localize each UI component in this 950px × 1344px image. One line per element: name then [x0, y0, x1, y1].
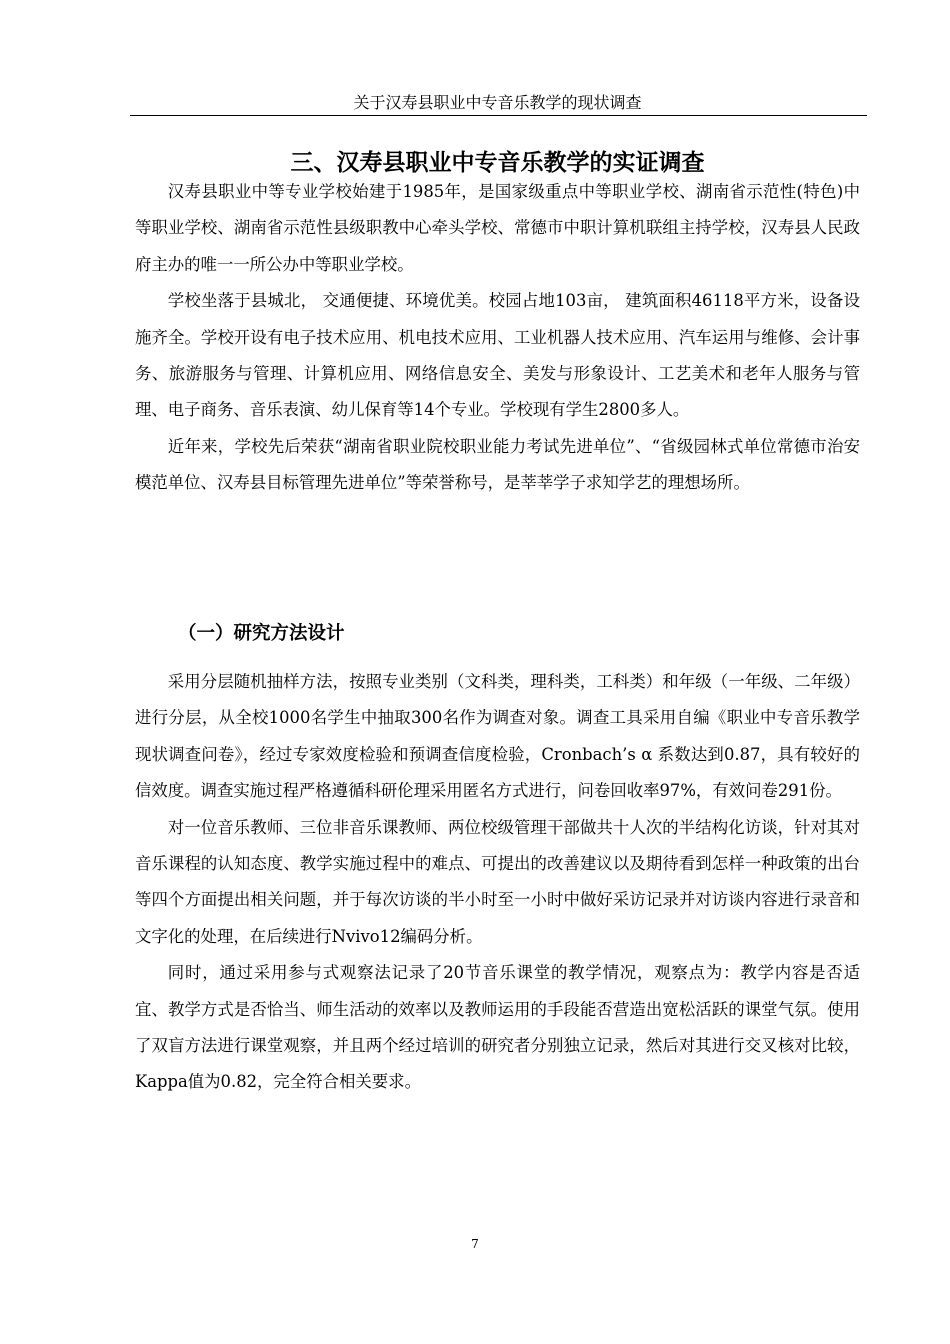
methods-text-block: [135, 664, 860, 1101]
subsection-title: （一）研究方法设计: [178, 623, 345, 644]
header-divider: [130, 115, 867, 116]
page-number: 7: [471, 1237, 479, 1251]
intro-paragraph-honors: 近年来，学校先后荣获“湖南省职业院校职业能力考试先进单位”、“省级园林式单位常德市治安模范单位、汉寿县目标管理先进单位”等荣誉称号，是莘莘学子求知学艺的理想场所。: [135, 436, 860, 493]
methods-paragraph-interviews: 对一位音乐教师、三位非音乐课教师、两位校级管理干部做共十人次的半结构化访谈，针对其对音乐课程的认知态度、教学实施过程中的难点、可提出的改善建议以及期待看到怎样一种政策的出台等四个方面提出相关问题，并于每次访谈的半小时至一小时中做好采访记录并对访谈内容进行录音和文字化的处理，在后续进行Nvivo12编码分析。: [135, 817, 860, 946]
intro-text-block: [135, 174, 860, 502]
section-title: 三、汉寿县职业中专音乐教学的实证调查: [290, 150, 705, 176]
running-header: 关于汉寿县职业中专音乐教学的现状调查: [353, 93, 642, 112]
intro-paragraph-campus: 学校坐落于县城北， 交通便捷、环境优美。校园占地103亩， 建筑面积46118平方米，设备设施齐全。学校开设有电子技术应用、机电技术应用、工业机器人技术应用、汽车运用与维修、会计事务、旅游服务与管理、计算机应用、网络信息安全、美发与形象设计、工艺美术和老年人服务与管理、电子商务、音乐表演、幼儿保育等14个专业。学校现有学生2800多人。: [135, 291, 860, 420]
intro-paragraph-founding: 汉寿县职业中等专业学校始建于1985年，是国家级重点中等职业学校、湖南省示范性(特色)中等职业学校、湖南省示范性县级职教中心牵头学校、常德市中职计算机联组主持学校，汉寿县人民政府主办的唯一一所公办中等职业学校。: [135, 182, 860, 274]
methods-paragraph-observation: 同时，通过采用参与式观察法记录了20节音乐课堂的教学情况，观察点为：教学内容是否适宜、教学方式是否恰当、师生活动的效率以及教师运用的手段能否营造出宽松活跃的课堂气氛。使用了双盲方法进行课堂观察，并且两个经过培训的研究者分别独立记录，然后对其进行交叉核对比较，Kappa值为0.82，完全符合相关要求。: [135, 963, 860, 1092]
methods-paragraph-sampling: 采用分层随机抽样方法，按照专业类别（文科类，理科类，工科类）和年级（一年级、二年级）进行分层，从全校1000名学生中抽取300名作为调查对象。调查工具采用自编《职业中专音乐教学现状调查问卷》，经过专家效度检验和预调查信度检验，Cronbach’s α 系数达到0.87，具有较好的信效度。调查实施过程严格遵循科研伦理采用匿名方式进行，问卷回收率97%，有效问卷291份。: [135, 672, 860, 801]
